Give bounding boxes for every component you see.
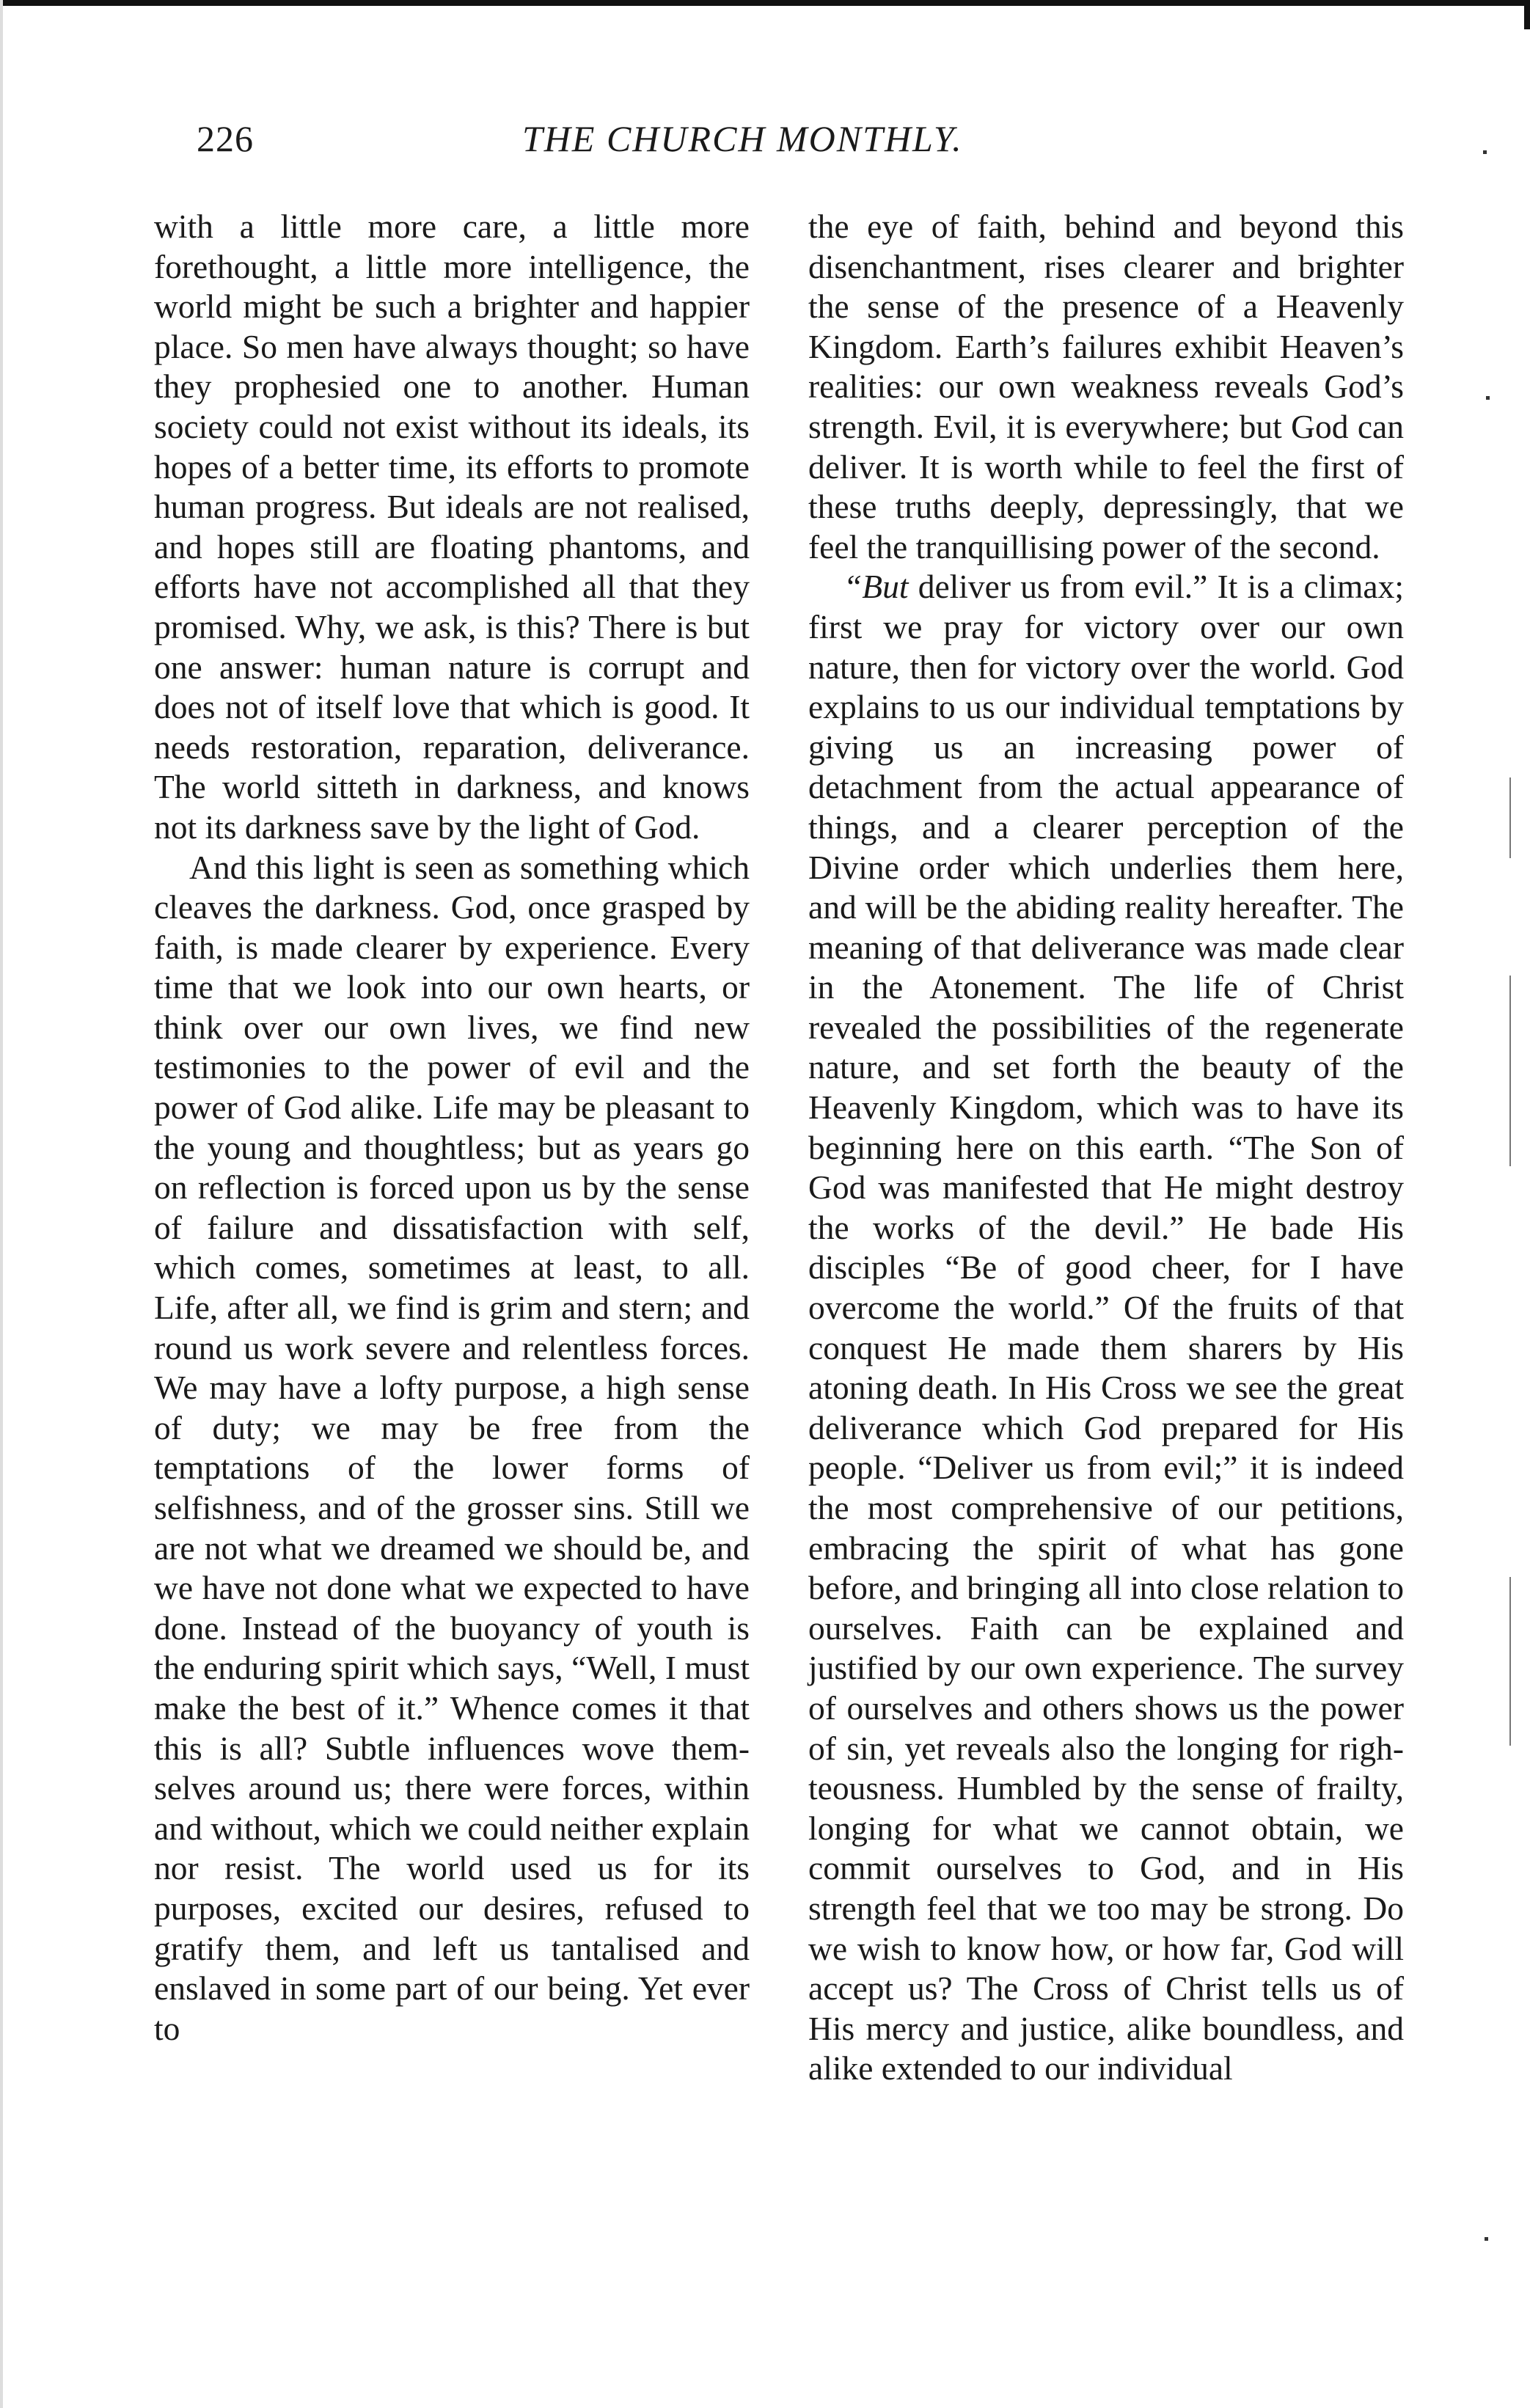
scan-edge-line	[1509, 1577, 1511, 1746]
left-paragraph-2: And this light is seen as something which cleaves the darkness. God, once grasped by faith, is made clearer by experience. Every time that we look into our own hearts, or think over our own lives, we find new testimonies to the power of evil and the power of God alike. Life may be pleasant to the young and thoughtless; but as years go on reflection is forced upon us by the sense of failure and dissatisfaction with self, which comes, sometimes at least, to all. Life, after all, we find is grim and stern; and round us work severe and relentless forces. We may have a lofty purpose, a high sense of duty; we may be free from the temptations of the lower forms of selfishness, and of the grosser sins. Still we are not what we dreamed we should be, and we have not done what we expected to have done. Instead of the buoyancy of youth is the enduring spirit which says, “Well, I must make the best of it.” Whence comes it that this is all? Subtle influences wove themselves around us; there were forces, within and without, which we could neither explain nor resist. The world used us for its purposes, excited our desires, refused to gratify them, and left us tantalised and enslaved in some part of our being. Yet ever to	[154, 848, 750, 2047]
right-column	[808, 207, 1404, 2089]
page-edge-shadow	[0, 0, 3, 2408]
corner-mark	[1524, 0, 1530, 29]
left-column	[154, 207, 750, 2049]
right-paragraph-2-text: deliver us from evil.” It is a climax; first we pray for victory over our own nature, then for victory over the world. God explains to us our individual temptations by giving us an increasing power of detachment from the actual appearance of things, and a clearer perception of the Divine order which underlies them here, and will be the abiding reality hereafter. The meaning of that deliverance was made clear in the Atonement. The life of Christ revealed the possibilities of the regenerate nature, and set forth the beauty of the Heavenly Kingdom, which was to have its beginning here on this earth. “The Son of God was manifested that He might destroy the works of the devil.” He bade His disciples “Be of good cheer, for I have overcome the world.” Of the fruits of that conquest He made them sharers by His atoning death. In His Cross we see the great deliverance which God prepared for His people. “Deliver us from evil;” it is indeed the most comprehensive of our petitions, embracing the spirit of what has gone before, and bringing all into close relation to ourselves. Faith can be explained and justified by our own experience. The survey of ourselves and others shows us the power of sin, yet reveals also the longing for righteousness. Humbled by the sense of frailty, longing for what we cannot obtain, we commit ourselves to God, and in His strength feel that we too may be strong. Do we wish to know how, or how far, God will accept us? The Cross of Christ tells us of His mercy and justice, alike boundless, and alike extended to our individual	[808, 568, 1404, 2087]
left-paragraph-1: with a little more care, a little more forethought, a little more intelligence, the world might be such a brighter and happier place. So men have always thought; so have they prophesied one to another. Human society could not exist without its ideals, its hopes of a better time, its efforts to promote human progress. But ideals are not realised, and hopes still are floating phantoms, and efforts have not accomplished all that they promised. Why, we ask, is this? There is but one answer: human nature is corrupt and does not of itself love that which is good. It needs restoration, reparation, deliverance. The world sitteth in darkness, and knows not its darkness save by the light of God.	[154, 208, 750, 846]
scan-edge-line	[1509, 976, 1511, 1166]
running-title: THE CHURCH MONTHLY.	[522, 118, 963, 159]
top-border-rule	[0, 0, 1530, 6]
page-header	[170, 110, 1520, 176]
scan-speck	[1485, 2237, 1488, 2241]
page-number: 226	[197, 118, 254, 159]
scan-speck	[1486, 396, 1490, 400]
scan-speck	[1483, 150, 1487, 154]
italic-lead-word: “But	[843, 568, 909, 606]
scan-edge-line	[1509, 777, 1511, 858]
right-paragraph-1: the eye of faith, behind and beyond this disenchantment, rises clearer and brighter the sense of the presence of a Heavenly Kingdom. Earth’s failures exhibit Heaven’s realities: our own weakness reveals God’s strength. Evil, it is everywhere; but God can deliver. It is worth while to feel the first of these truths deeply, depressingly, that we feel the tranquillising power of the second.	[808, 208, 1404, 566]
right-paragraph-2	[808, 567, 1404, 2089]
